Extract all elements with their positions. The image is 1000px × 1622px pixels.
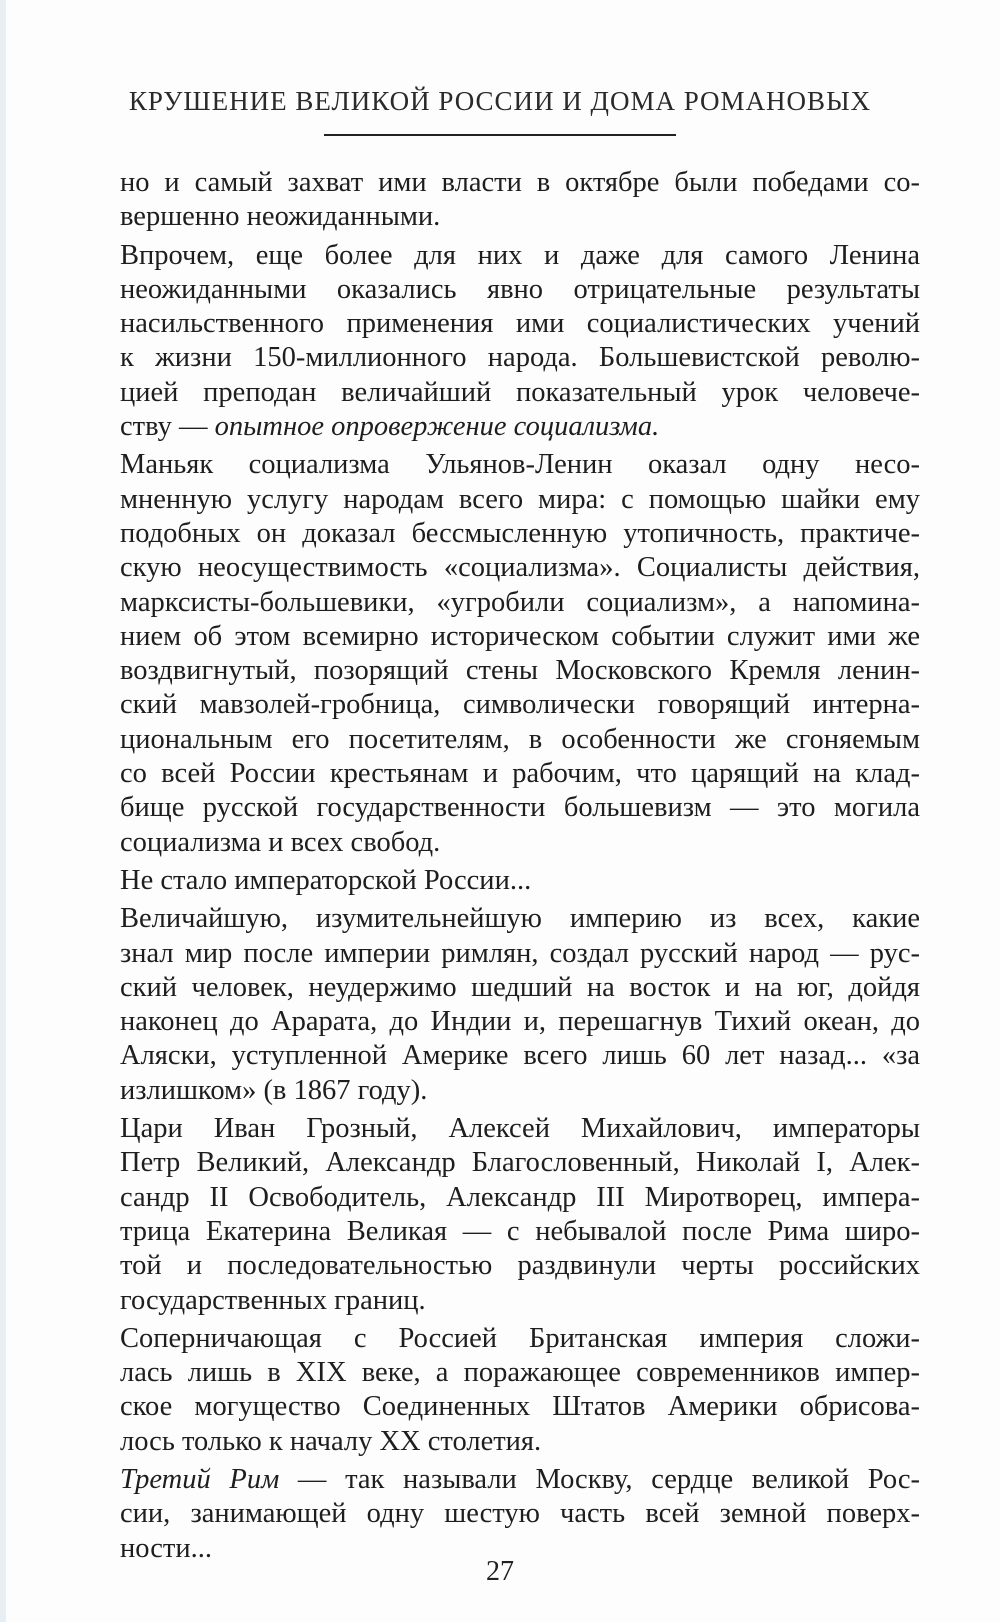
text-fragment: сандр II Освободитель, Александр III Миротворец, импера-	[120, 1181, 920, 1213]
text-fragment: Не стало императорской России...	[120, 864, 532, 896]
text-line	[120, 902, 920, 936]
page-number: 27	[486, 1556, 514, 1587]
text-fragment: но и самый захват ими власти в октябре были победами со-	[120, 167, 920, 198]
text-line	[120, 517, 920, 551]
text-fragment: трица Екатерина Великая — с небывалой после Рима широ-	[120, 1215, 920, 1247]
text-line	[120, 791, 920, 825]
text-fragment: Маньяк социализма Ульянов-Ленин оказал одну несо-	[120, 449, 920, 481]
text-line	[120, 1284, 920, 1318]
text-line	[120, 551, 920, 585]
text-fragment: воздвигнутый, позорящий стены Московского Кремля ленин-	[120, 655, 920, 687]
text-line	[120, 723, 920, 757]
text-line	[120, 1390, 920, 1424]
text-fragment: со всей России крестьянам и рабочим, что царящий на клад-	[120, 758, 920, 790]
text-line	[120, 971, 920, 1005]
text-line	[120, 1005, 920, 1039]
text-line	[120, 1249, 920, 1283]
text-fragment: знал мир после империи римлян, создал русский народ — рус-	[120, 937, 920, 969]
text-line	[120, 1215, 920, 1249]
text-line	[120, 654, 920, 688]
text-line	[120, 1181, 920, 1215]
body-text	[120, 166, 920, 1566]
text-fragment: подобных он доказал бессмысленную утопичность, практиче-	[120, 517, 920, 549]
text-fragment: ское могущество Соединенных Штатов Америки обрисова-	[120, 1391, 920, 1423]
text-line	[120, 1112, 920, 1146]
text-fragment: мненную услугу народам всего мира: с помощью шайки ему	[120, 483, 920, 515]
text-line	[120, 239, 920, 273]
text-fragment: той и последовательностью раздвинули черты российских	[120, 1250, 920, 1282]
text-line	[120, 483, 920, 517]
text-fragment: Соперничающая с Россией Британская империя сложи-	[120, 1322, 920, 1354]
text-fragment: сии, занимающей одну шестую часть всей земной поверх-	[120, 1498, 920, 1530]
text-fragment: ству —	[120, 411, 215, 443]
text-fragment: лось только к началу XX столетия.	[120, 1425, 542, 1457]
text-fragment: циональным его посетителям, в особенности же сгоняемым	[120, 723, 920, 755]
text-line	[120, 688, 920, 722]
text-line	[120, 341, 920, 375]
text-line	[120, 376, 920, 410]
text-fragment: Аляски, уступленной Америке всего лишь 60 лет назад... «за	[120, 1040, 920, 1072]
text-line	[120, 826, 920, 860]
text-fragment: нием об этом всемирно историческом событии служит ими же	[120, 620, 920, 652]
text-line	[120, 1356, 920, 1390]
text-line	[120, 1497, 920, 1531]
text-fragment: цией преподан величайший показательный урок человече-	[120, 376, 920, 408]
text-line	[120, 757, 920, 791]
italic-text: Третий Рим	[120, 1463, 280, 1495]
text-line	[120, 620, 920, 654]
text-fragment: государственных границ.	[120, 1284, 426, 1316]
text-fragment: неожиданными оказались явно отрицательные результаты	[120, 273, 920, 305]
text-fragment: Цари Иван Грозный, Алексей Михайлович, императоры	[120, 1113, 920, 1145]
text-fragment: ский человек, неудержимо шедший на восток и на юг, дойдя	[120, 971, 920, 1003]
text-fragment: — так называли Москву, сердце великой Рос-	[279, 1463, 921, 1495]
text-fragment: скую неосуществимость «социализма». Социалисты действия,	[120, 552, 920, 584]
running-head-rule	[324, 134, 676, 136]
text-line	[120, 307, 920, 341]
text-fragment: излишком» (в 1867 году).	[120, 1074, 428, 1106]
text-line	[120, 1322, 920, 1356]
text-fragment: бище русской государственности большевизм — это могила	[120, 792, 920, 824]
text-line	[120, 1146, 920, 1180]
text-fragment: наконец до Арарата, до Индии и, перешагнув Тихий океан, до	[120, 1006, 920, 1038]
text-line	[120, 1074, 920, 1108]
text-fragment: лась лишь в XIX веке, а поражающее современников импер-	[120, 1357, 920, 1389]
text-line	[120, 1425, 920, 1459]
running-head: КРУШЕНИЕ ВЕЛИКОЙ РОССИИ И ДОМА РОМАНОВЫХ	[128, 86, 872, 116]
text-line	[120, 864, 920, 898]
text-fragment: Впрочем, еще более для них и даже для самого Ленина	[120, 239, 920, 271]
text-fragment: Величайшую, изумительнейшую империю из всех, какие	[120, 903, 920, 935]
text-line	[120, 1463, 920, 1497]
text-line	[120, 586, 920, 620]
text-line	[120, 937, 920, 971]
text-fragment: насильственного применения ими социалистических учений	[120, 308, 920, 340]
text-line	[120, 448, 920, 482]
text-fragment: марксисты-большевики, «угробили социализм», а напомина-	[120, 586, 920, 618]
text-fragment: Петр Великий, Александр Благословенный, Николай I, Алек-	[120, 1147, 920, 1179]
scan-edge	[0, 0, 6, 1622]
text-line	[120, 273, 920, 307]
text-fragment: вершенно неожиданными.	[120, 201, 441, 233]
text-line	[120, 200, 920, 234]
text-line	[120, 166, 920, 200]
italic-text: опытное опровержение социализма.	[214, 411, 660, 443]
text-line	[120, 1039, 920, 1073]
text-fragment: ский мавзолей-гробница, символически говорящий интерна-	[120, 689, 920, 721]
text-fragment: ности...	[120, 1532, 212, 1564]
text-fragment: к жизни 150-миллионного народа. Большевистской револю-	[120, 342, 920, 374]
text-fragment: социализма и всех свобод.	[120, 826, 441, 858]
text-line	[120, 410, 920, 444]
